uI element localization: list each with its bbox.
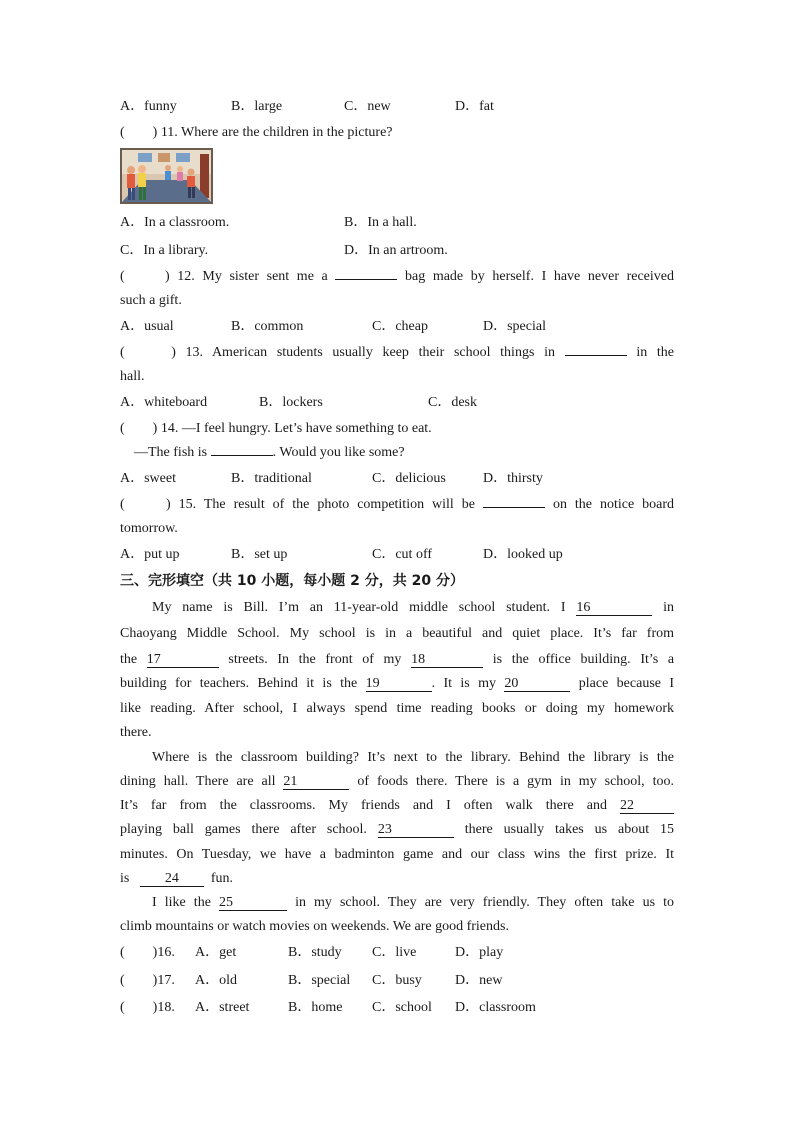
q15-stem: ( ) 15. The result of the photo competition will be on the notice board — [120, 497, 675, 512]
q15-stem-cont: tomorrow. — [120, 521, 178, 536]
q14-option-a: A．sweet — [120, 471, 176, 486]
passage-p1-line1: My name is Bill. I’m an 11-year-old middle school student. I 16 in — [152, 600, 674, 615]
q11-stem: ( ) 11. Where are the children in the picture? — [120, 125, 393, 140]
q17-stem: ( )17. — [120, 973, 175, 988]
q16-stem: ( )16. — [120, 945, 175, 960]
passage-p1-line5: like reading. After school, I always spend time reading books or doing my homework — [120, 701, 674, 716]
q14-option-b: B．traditional — [231, 471, 312, 486]
passage-p2-line4: playing ball games there after school. 23 there usually takes us about 15 — [120, 822, 674, 837]
q10-option-d: D．fat — [455, 99, 494, 114]
blank-23: 23 — [378, 822, 454, 838]
q12-blank — [335, 279, 397, 280]
q13-option-c: C．desk — [428, 395, 477, 410]
passage-p2-line2: dining hall. There are all 21 of foods there. There is a gym in my school, too. — [120, 774, 674, 789]
blank-20: 20 — [504, 676, 570, 692]
passage-p2-line3: It’s far from the classrooms. My friends and I often walk there and 22 — [120, 797, 674, 815]
q18-option-d: D．classroom — [455, 1000, 536, 1015]
blank-21: 21 — [283, 774, 349, 790]
q14-option-c: C．delicious — [372, 471, 446, 486]
passage-p2-line5: minutes. On Tuesday, we have a badminton game and our class wins the first prize. It — [120, 847, 674, 862]
q16-option-a: A．get — [195, 945, 237, 960]
q13-option-b: B．lockers — [259, 395, 323, 410]
q15-option-d: D．looked up — [483, 547, 563, 562]
passage-p1-line2: Chaoyang Middle School. My school is in a beautiful and quiet place. It’s far from — [120, 626, 674, 641]
q12-stem-cont: such a gift. — [120, 293, 182, 308]
passage-p2-line6: is 24 fun. — [120, 871, 234, 886]
passage-p1-line3: the 17 streets. In the front of my 18 is the office building. It’s a — [120, 652, 675, 667]
q15-option-a: A．put up — [120, 547, 180, 562]
blank-18: 18 — [411, 652, 483, 668]
q14-option-d: D．thirsty — [483, 471, 543, 486]
passage-p3-line2: climb mountains or watch movies on weekends. We are good friends. — [120, 919, 509, 934]
passage-p2-line1: Where is the classroom building? It’s next to the library. Behind the library is the — [152, 750, 674, 765]
q13-option-a: A．whiteboard — [120, 395, 208, 410]
blank-19: 19 — [366, 676, 432, 692]
passage-p1-line4: building for teachers. Behind it is the 19 . It is my 20 place because I — [120, 676, 675, 691]
q17-option-c: C．busy — [372, 973, 422, 988]
q13-stem-cont: hall. — [120, 369, 145, 384]
children-hall-picture — [120, 148, 213, 204]
q12-stem: ( ) 12. My sister sent me a bag made by herself. I have never received — [120, 269, 675, 284]
blank-16: 16 — [576, 600, 652, 616]
q16-option-d: D．play — [455, 945, 504, 960]
passage-p1-line6: there. — [120, 725, 152, 740]
blank-17: 17 — [147, 652, 219, 668]
q11-option-c: C．In a library. — [120, 243, 209, 258]
blank-22: 22 — [620, 798, 674, 814]
q15-option-b: B．set up — [231, 547, 288, 562]
q14-stem-cont: —The fish is . Would you like some? — [134, 445, 405, 460]
passage-p3-line1: I like the 25 in my school. They are very friendly. They often take us to — [152, 895, 675, 910]
q15-blank — [483, 507, 545, 508]
q17-option-d: D．new — [455, 973, 503, 988]
q12-option-d: D．special — [483, 319, 546, 334]
q17-option-b: B．special — [288, 973, 351, 988]
q12-option-b: B．common — [231, 319, 304, 334]
q18-stem: ( )18. — [120, 1000, 175, 1015]
q10-option-c: C．new — [344, 99, 391, 114]
blank-25: 25 — [219, 895, 287, 911]
q11-option-a: A．In a classroom. — [120, 215, 230, 230]
q18-option-c: C．school — [372, 1000, 432, 1015]
q13-stem: ( ) 13. American students usually keep their school things in in the — [120, 345, 675, 360]
section-3-heading: 三、完形填空（共 10 小题，每小题 2 分，共 20 分） — [120, 573, 464, 589]
q12-option-c: C．cheap — [372, 319, 428, 334]
q10-option-a: A．funny — [120, 99, 177, 114]
q12-option-a: A．usual — [120, 319, 174, 334]
q14-blank — [211, 455, 273, 456]
blank-24: 24 — [140, 871, 204, 887]
q17-option-a: A．old — [195, 973, 237, 988]
q10-option-b: B．large — [231, 99, 283, 114]
q18-option-b: B．home — [288, 1000, 343, 1015]
q16-option-b: B．study — [288, 945, 342, 960]
q15-option-c: C．cut off — [372, 547, 433, 562]
q11-option-b: B．In a hall. — [344, 215, 417, 230]
q14-stem: ( ) 14. —I feel hungry. Let’s have something to eat. — [120, 421, 432, 436]
q16-option-c: C．live — [372, 945, 417, 960]
q11-option-d: D．In an artroom. — [344, 243, 448, 258]
q13-blank — [565, 355, 627, 356]
q18-option-a: A．street — [195, 1000, 250, 1015]
